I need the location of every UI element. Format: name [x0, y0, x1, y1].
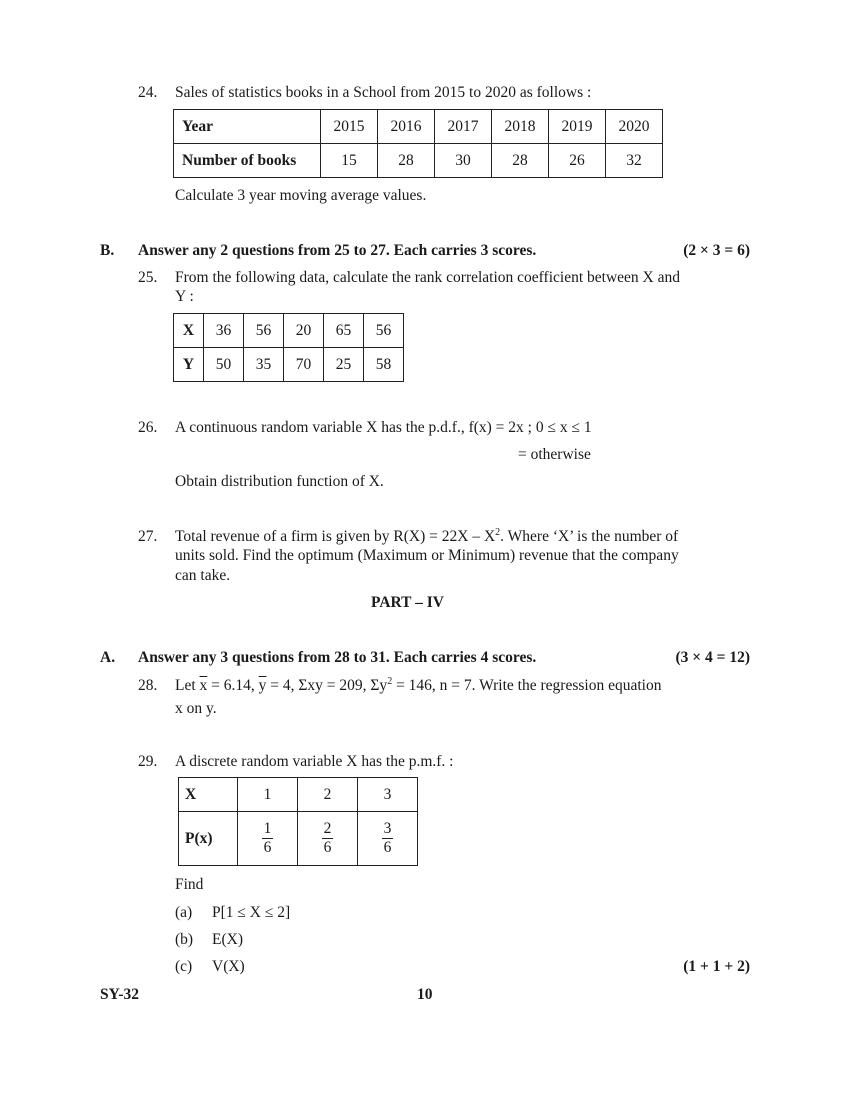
q25-line1: From the following data, calculate the rank correlation coefficient between X and [175, 269, 680, 286]
y-cell: 58 [364, 348, 404, 382]
x-bar-symbol: $\overline{x}$ [199, 677, 208, 694]
table-row [179, 812, 418, 866]
table-row [174, 110, 663, 144]
x-cell: 56 [364, 314, 404, 348]
q26-line1: A continuous random variable X has the p.d.f., f(x) = 2x ; 0 ≤ x ≤ 1 [175, 419, 592, 436]
q26-line2: = otherwise [518, 446, 591, 463]
books-cell: 28 [378, 144, 435, 178]
books-cell: 30 [435, 144, 492, 178]
q26-line3: Obtain distribution function of X. [175, 473, 384, 490]
footer-code: SY-32 [100, 986, 140, 1003]
q29-text: A discrete random variable X has the p.m.f. : [175, 753, 454, 770]
q28-text-d: = 146, n = 7. Write the regression equation [392, 677, 662, 694]
q29-part-b-text: E(X) [212, 931, 243, 948]
section-b-letter: B. [100, 242, 115, 259]
q29-number: 29. [138, 753, 158, 770]
p-cell [358, 812, 418, 866]
denominator: 6 [263, 839, 272, 856]
q27-line1-b: . Where ‘X’ is the number of [500, 528, 679, 545]
section-a-marks: (3 × 4 = 12) [675, 649, 750, 666]
x-cell: 2 [298, 778, 358, 812]
year-cell: 2020 [606, 110, 663, 144]
denominator: 6 [323, 839, 332, 856]
q29-find: Find [175, 876, 204, 893]
fraction [382, 820, 394, 857]
q27-line1 [175, 528, 678, 546]
table-row [174, 314, 404, 348]
q28-line1 [175, 677, 661, 695]
books-cell: 26 [549, 144, 606, 178]
x-cell: 3 [358, 778, 418, 812]
year-cell: 2016 [378, 110, 435, 144]
q27-line2: units sold. Find the optimum (Maximum or Minimum) revenue that the company [175, 547, 679, 564]
table-row [174, 348, 404, 382]
q26-number: 26. [138, 419, 158, 436]
part-heading: PART – IV [371, 594, 444, 611]
q27-number: 27. [138, 528, 158, 545]
x-cell: 20 [284, 314, 324, 348]
y-cell: 35 [244, 348, 284, 382]
x-cell: 56 [244, 314, 284, 348]
fraction [262, 820, 274, 857]
y-cell: 25 [324, 348, 364, 382]
p-header [179, 812, 238, 866]
q24-number: 24. [138, 84, 158, 101]
q29-part-a-text: P[1 ≤ X ≤ 2] [212, 904, 291, 921]
table-row [174, 144, 663, 178]
q29-marks: (1 + 1 + 2) [683, 958, 750, 975]
section-b-instruction: Answer any 2 questions from 25 to 27. Each carries 3 scores. [138, 242, 537, 259]
y-cell: 70 [284, 348, 324, 382]
q27-line3: can take. [175, 567, 231, 584]
q25-line2: Y : [175, 288, 194, 305]
p-cell [238, 812, 298, 866]
numerator: 3 [383, 820, 392, 838]
q29-table [178, 777, 418, 866]
books-cell: 15 [321, 144, 378, 178]
q24-instruction: Calculate 3 year moving average values. [175, 187, 427, 204]
books-header: Number of books [174, 144, 321, 178]
year-cell: 2015 [321, 110, 378, 144]
y-cell: 50 [204, 348, 244, 382]
y-header: Y [174, 348, 204, 382]
numerator: 2 [323, 820, 332, 838]
q29-part-b-label: (b) [175, 931, 194, 948]
q25-number: 25. [138, 269, 158, 286]
fraction [322, 820, 334, 857]
page-number: 10 [417, 986, 433, 1003]
q27-line1-sup: 2 [495, 527, 501, 538]
x-header: X [174, 314, 204, 348]
q28-text-b: = 6.14, [207, 677, 259, 694]
x-cell: 36 [204, 314, 244, 348]
year-header: Year [174, 110, 321, 144]
section-a-instruction: Answer any 3 questions from 28 to 31. Each carries 4 scores. [138, 649, 537, 666]
q28-sup: 2 [387, 676, 393, 687]
year-cell: 2017 [435, 110, 492, 144]
y-bar-symbol: $\overline{y}$ [258, 677, 267, 694]
x-cell: 1 [238, 778, 298, 812]
numerator: 1 [263, 820, 272, 838]
p-cell [298, 812, 358, 866]
p-header-label: P(x) [185, 829, 213, 847]
q29-part-a-label: (a) [175, 904, 193, 921]
q25-table [173, 313, 404, 382]
books-cell: 32 [606, 144, 663, 178]
q28-line2: x on y. [175, 700, 217, 717]
books-cell: 28 [492, 144, 549, 178]
x-header: X [179, 778, 238, 812]
year-cell: 2019 [549, 110, 606, 144]
year-cell: 2018 [492, 110, 549, 144]
q24-text: Sales of statistics books in a School from 2015 to 2020 as follows : [175, 84, 592, 101]
q29-part-c-label: (c) [175, 958, 193, 975]
x-cell: 65 [324, 314, 364, 348]
q28-text-a: Let [175, 677, 200, 694]
q27-line1-a: Total revenue of a firm is given by R(X) = 22X – X [175, 528, 496, 545]
table-row [179, 778, 418, 812]
q28-number: 28. [138, 677, 158, 694]
q29-part-c-text: V(X) [212, 958, 245, 975]
denominator: 6 [383, 839, 392, 856]
section-a-letter: A. [100, 649, 116, 666]
q24-table [173, 109, 663, 178]
q28-text-c: = 4, Σxy = 209, Σy [266, 677, 388, 694]
section-b-marks: (2 × 3 = 6) [683, 242, 750, 259]
